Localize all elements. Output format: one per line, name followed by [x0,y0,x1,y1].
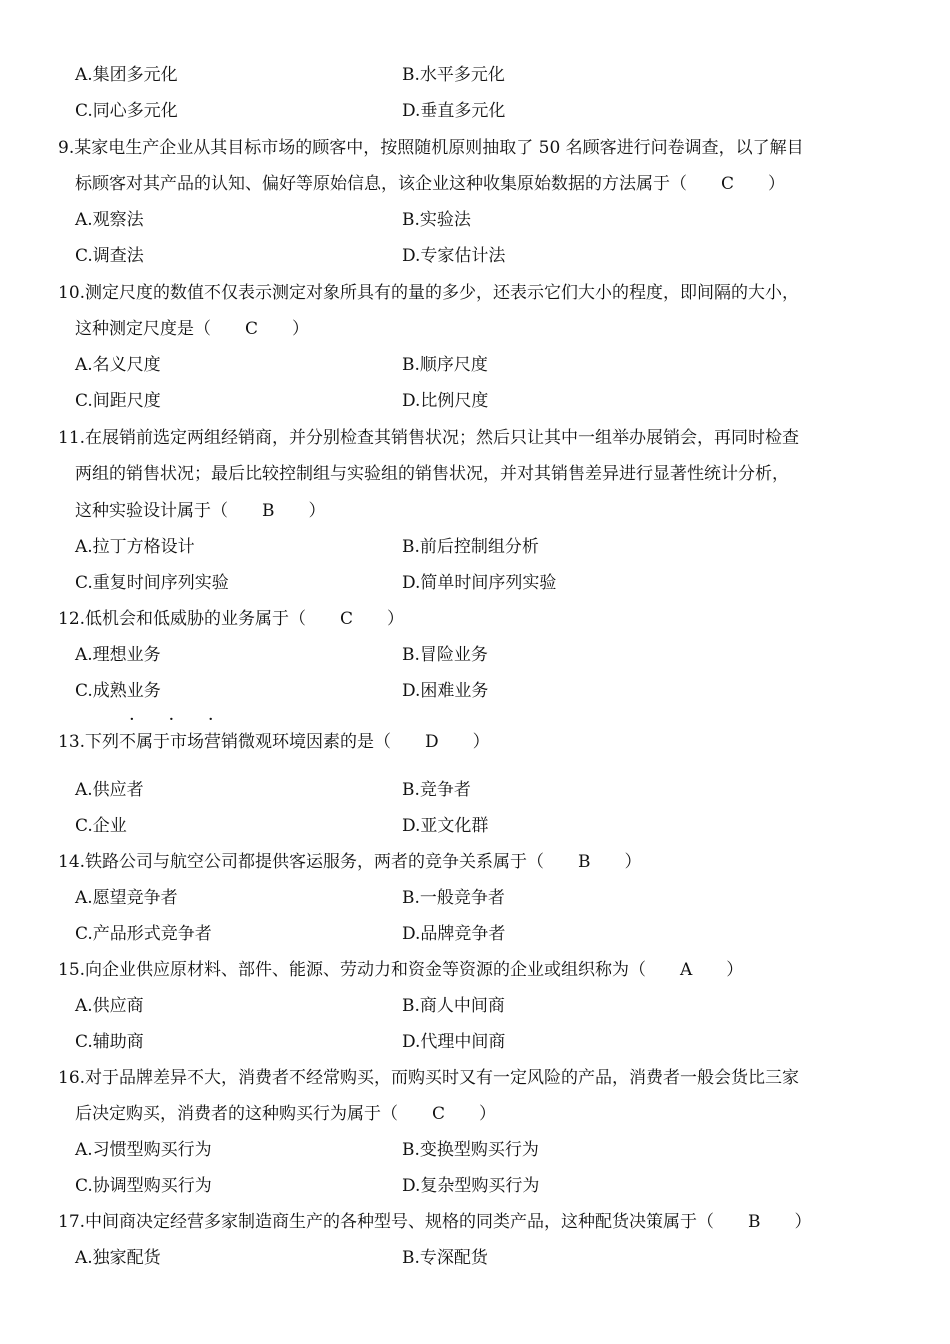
q14-stem-line-1: 14.铁路公司与航空公司都提供客运服务，两者的竞争关系属于（ B ） [58,852,642,872]
q11-option-a: A.拉丁方格设计 [75,537,195,557]
q10-option-c: C.间距尺度 [75,391,161,411]
q14-option-b: B.一般竞争者 [402,888,505,908]
q15-option-c: C.辅助商 [75,1032,144,1052]
q15-stem-line-1: 15.向企业供应原材料、部件、能源、劳动力和资金等资源的企业或组织称为（ A ） [58,960,744,980]
q16-stem-line-2: 后决定购买，消费者的这种购买行为属于（ C ） [75,1104,497,1124]
q15-option-a: A.供应商 [75,996,144,1016]
q10-option-a: A.名义尺度 [75,355,161,375]
q14-option-a: A.愿望竞争者 [75,888,178,908]
q16-option-c: C.协调型购买行为 [75,1176,212,1196]
q8-option-b: B.水平多元化 [402,65,505,85]
q16-option-a: A.习惯型购买行为 [75,1140,212,1160]
q16-stem-line-1: 16.对于品牌差异不大，消费者不经常购买，而购买时又有一定风险的产品，消费者一般会货比三家 [58,1068,800,1088]
q11-option-b: B.前后控制组分析 [402,537,539,557]
q12-stem-line-1: 12.低机会和低威胁的业务属于（ C ） [58,609,405,629]
q9-option-b: B.实验法 [402,210,471,230]
q13-emphasis-dots: · · · [129,709,228,730]
q12-option-a: A.理想业务 [75,645,161,665]
q15-option-b: B.商人中间商 [402,996,505,1016]
q9-stem-line-1: 9.某家电生产企业从其目标市场的顾客中，按照随机原则抽取了 50 名顾客进行问卷调查，以了解目 [58,138,804,158]
q11-option-c: C.重复时间序列实验 [75,573,229,593]
q14-option-c: C.产品形式竞争者 [75,924,212,944]
q12-option-d: D.困难业务 [402,681,489,701]
q10-stem-line-1: 10.测定尺度的数值不仅表示测定对象所具有的量的多少，还表示它们大小的程度，即间隔的大小， [58,283,800,303]
q16-option-d: D.复杂型购买行为 [402,1176,540,1196]
q11-stem-line-3: 这种实验设计属于（ B ） [75,501,326,521]
q12-option-b: B.冒险业务 [402,645,488,665]
q11-option-d: D.简单时间序列实验 [402,573,557,593]
q15-option-d: D.代理中间商 [402,1032,506,1052]
q10-option-d: D.比例尺度 [402,391,489,411]
q10-option-b: B.顺序尺度 [402,355,488,375]
q11-stem-line-2: 两组的销售状况；最后比较控制组与实验组的销售状况，并对其销售差异进行显著性统计分析， [75,464,789,484]
q11-stem-line-1: 11.在展销前选定两组经销商，并分别检查其销售状况；然后只让其中一组举办展销会，再同时检查 [58,428,800,448]
q16-option-b: B.变换型购买行为 [402,1140,539,1160]
q13-option-b: B.竞争者 [402,780,471,800]
q17-option-b: B.专深配货 [402,1248,488,1268]
q13-option-d: D.亚文化群 [402,816,489,836]
q8-option-a: A.集团多元化 [75,65,178,85]
q14-option-d: D.品牌竞争者 [402,924,506,944]
q9-option-d: D.专家估计法 [402,246,506,266]
q9-option-c: C.调查法 [75,246,144,266]
q13-stem-line-1: 13.下列不属于市场营销微观环境因素的是（ D ） [58,732,490,752]
q17-option-a: A.独家配货 [75,1248,161,1268]
q17-stem-line-1: 17.中间商决定经营多家制造商生产的各种型号、规格的同类产品，这种配货决策属于（ B ） [58,1212,812,1232]
q8-option-c: C.同心多元化 [75,101,178,121]
q13-option-c: C.企业 [75,816,127,836]
q12-option-c: C.成熟业务 [75,681,161,701]
q13-option-a: A.供应者 [75,780,144,800]
q8-option-d: D.垂直多元化 [402,101,506,121]
q10-stem-line-2: 这种测定尺度是（ C ） [75,319,310,339]
q9-stem-line-2: 标顾客对其产品的认知、偏好等原始信息，该企业这种收集原始数据的方法属于（ C ） [75,174,786,194]
q9-option-a: A.观察法 [75,210,144,230]
